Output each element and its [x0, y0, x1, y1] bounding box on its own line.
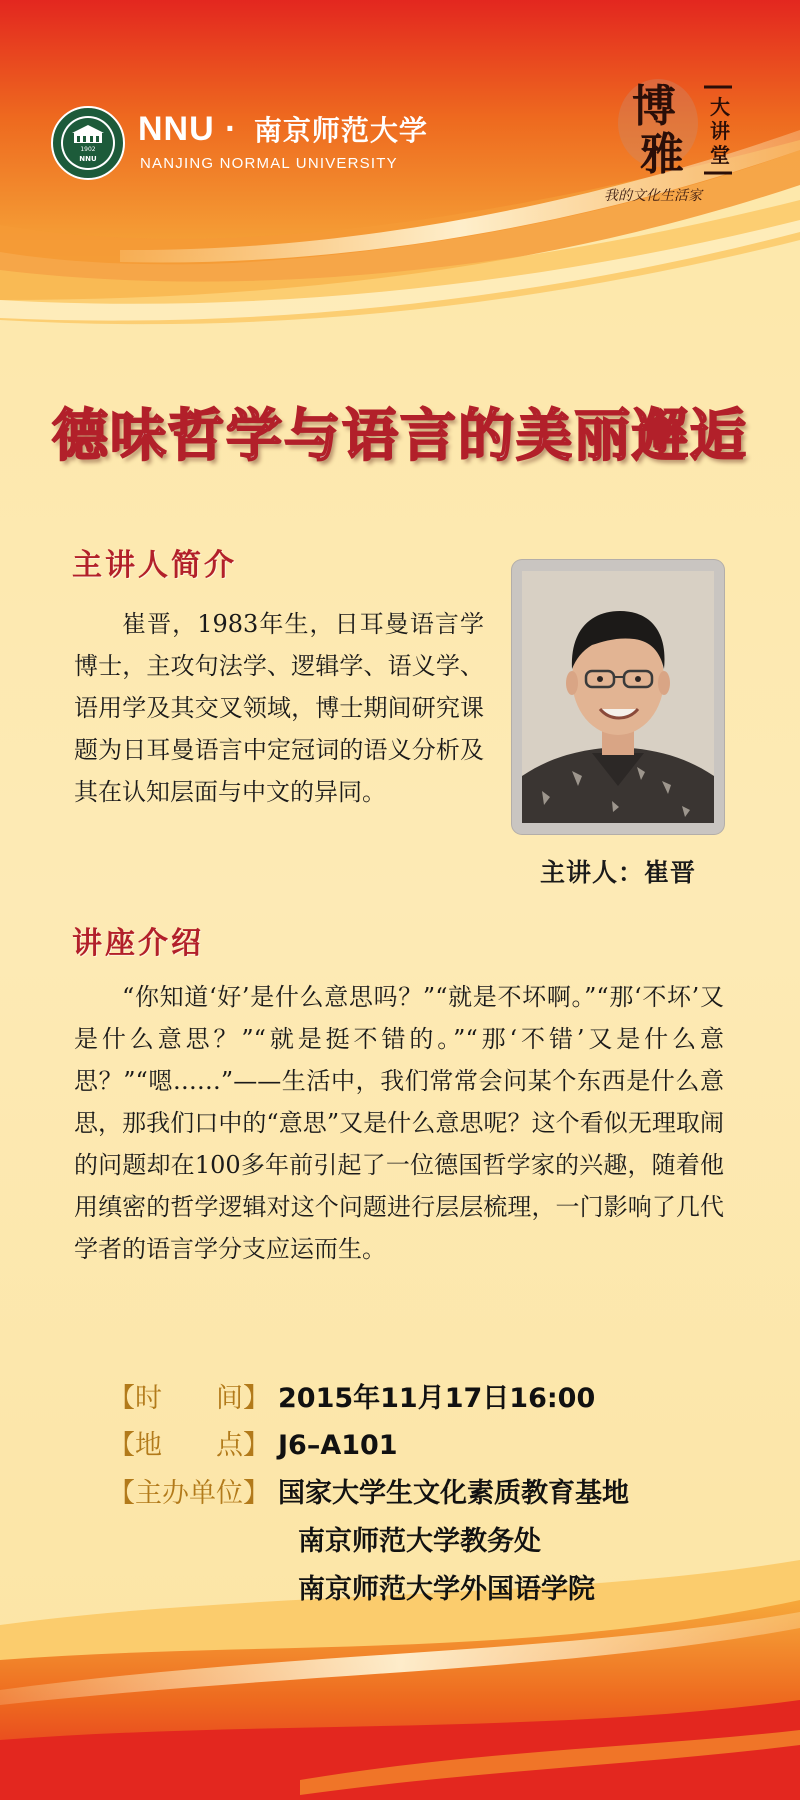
organizer-value-2: 南京师范大学教务处 — [298, 1526, 541, 1557]
organizer-value-1: 国家大学生文化素质教育基地 — [278, 1478, 629, 1509]
speaker-caption: 主讲人：崔晋 — [539, 858, 696, 887]
svg-text:1902: 1902 — [80, 146, 96, 153]
speaker-portrait-icon — [522, 571, 714, 823]
time-value: 2015年11月17日16:00 — [278, 1383, 596, 1414]
svg-text:雅: 雅 — [640, 129, 684, 180]
university-abbr: NNU — [138, 110, 215, 148]
university-emblem-icon — [50, 105, 126, 181]
brand-side-text: 大讲堂 — [710, 95, 730, 167]
time-label: 【时 间】 — [108, 1383, 270, 1414]
info-place-row — [108, 1423, 398, 1463]
svg-text:NNU: NNU — [79, 155, 97, 163]
organizer-label: 【主办单位】 — [108, 1478, 270, 1509]
speaker-photo-frame — [512, 560, 724, 834]
brand-slogan: 我的文化生活家 — [604, 188, 702, 204]
speaker-photo — [522, 571, 714, 823]
university-name — [138, 109, 428, 149]
university-name-cn: 南京师范大学 — [253, 114, 428, 147]
university-dot: · — [225, 110, 238, 148]
university-logo — [50, 105, 450, 185]
speaker-section-heading: 主讲人简介 — [72, 548, 237, 583]
place-label: 【地 点】 — [108, 1430, 270, 1461]
speaker-bio: 崔晋，1983年生，日耳曼语言学博士，主攻句法学、逻辑学、语义学、语用学及其交叉领域，博士期间研究课题为日耳曼语言中定冠词的语义分析及其在认知层面与中文的异同。 — [74, 610, 484, 806]
university-name-en: NANJING NORMAL UNIVERSITY — [140, 155, 398, 172]
svg-text:博: 博 — [632, 81, 676, 132]
lecture-intro: “你知道‘好’是什么意思吗？”“就是不坏啊。”“那‘不坏’又是什么意思？”“就是挺不错的。”“那‘不错’又是什么意思？”“嗯……”——生活中，我们常常会问某个东西是什么意思，那我们口中的“意思”又是什么意思呢？这个看似无理取闹的问题却在100多年前引起了一位德国哲学家的兴趣，随着他用缜密的哲学逻辑对这个问题进行层层梳理，一门影响了几代学者的语言学分支应运而生。 — [74, 983, 724, 1263]
organizer-value-3: 南京师范大学外国语学院 — [298, 1574, 595, 1605]
lecture-section-heading: 讲座介绍 — [72, 926, 204, 961]
info-time-row — [108, 1376, 595, 1416]
info-organizer-row — [108, 1471, 629, 1511]
poster-title: 德味哲学与语言的美丽邂逅 — [52, 404, 748, 469]
place-value: J6–A101 — [278, 1430, 398, 1461]
boya-brand-logo — [604, 65, 740, 215]
